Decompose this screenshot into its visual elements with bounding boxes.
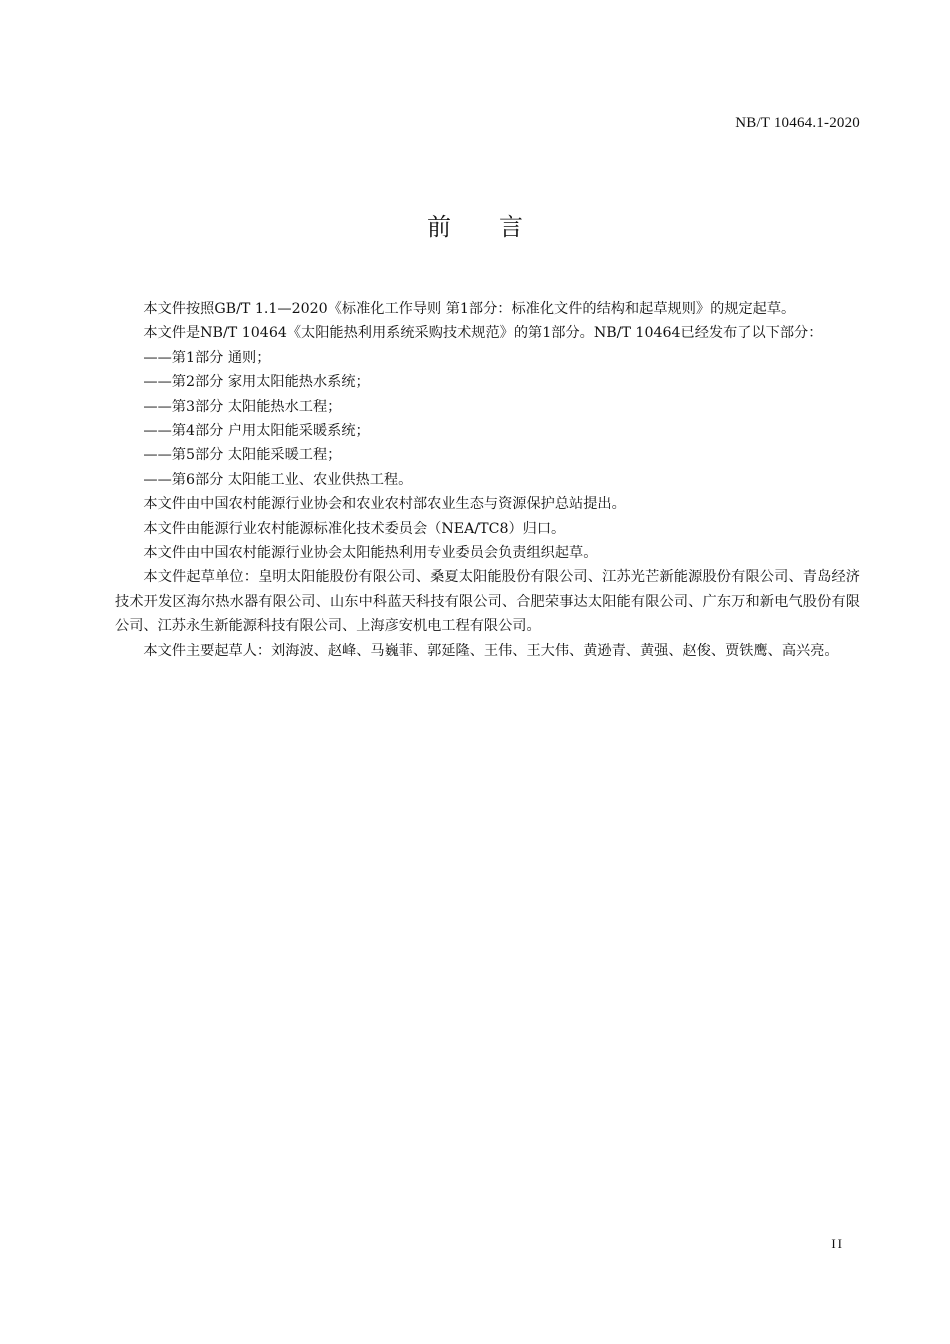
- list-item-part-1: ——第1部分 通则；: [143, 349, 271, 366]
- paragraph-series-intro: 本文件是NB/T 10464《太阳能热利用系统采购技术规范》的第1部分。NB/T 10464已经发布了以下部分：: [143, 325, 823, 342]
- list-item-part-6: ——第6部分 太阳能工业、农业供热工程。: [143, 471, 413, 488]
- list-item-part-4: ——第4部分 户用太阳能采暖系统；: [143, 423, 370, 440]
- list-item-part-3: ——第3部分 太阳能热水工程；: [143, 398, 342, 415]
- paragraph-proposer: 本文件由中国农村能源行业协会和农业农村部农业生态与资源保护总站提出。: [143, 496, 626, 513]
- paragraph-drafters: 本文件主要起草人：刘海波、赵峰、马巍菲、郭延隆、王伟、王大伟、黄逊青、黄强、赵俊、贾铁鹰、高兴亮。: [143, 642, 839, 659]
- foreword-body: [115, 297, 860, 663]
- standard-number: NB/T 10464.1-2020: [735, 115, 860, 131]
- list-item-part-5: ——第5部分 太阳能采暖工程；: [143, 447, 342, 464]
- paragraph-centralized-by: 本文件由能源行业农村能源标准化技术委员会（NEA/TC8）归口。: [143, 520, 566, 537]
- page-number: II: [831, 1236, 844, 1251]
- paragraph-drafting-rules: 本文件按照GB/T 1.1—2020《标准化工作导则 第1部分：标准化文件的结构和起草规则》的规定起草。: [143, 301, 796, 317]
- page-title: 前言: [427, 213, 571, 241]
- list-item-part-2: ——第2部分 家用太阳能热水系统；: [143, 374, 370, 391]
- paragraph-organizer: 本文件由中国农村能源行业协会太阳能热利用专业委员会负责组织起草。: [143, 545, 598, 562]
- paragraph-drafting-units: 本文件起草单位：皇明太阳能股份有限公司、桑夏太阳能股份有限公司、江苏光芒新能源股份有限公司、青岛经济技术开发区海尔热水器有限公司、山东中科蓝天科技有限公司、合肥荣事达太阳能有限公司、广东万和新电气股份有限公司、江苏永生新能源科技有限公司、上海彦安机电工程有限公司。: [115, 569, 860, 635]
